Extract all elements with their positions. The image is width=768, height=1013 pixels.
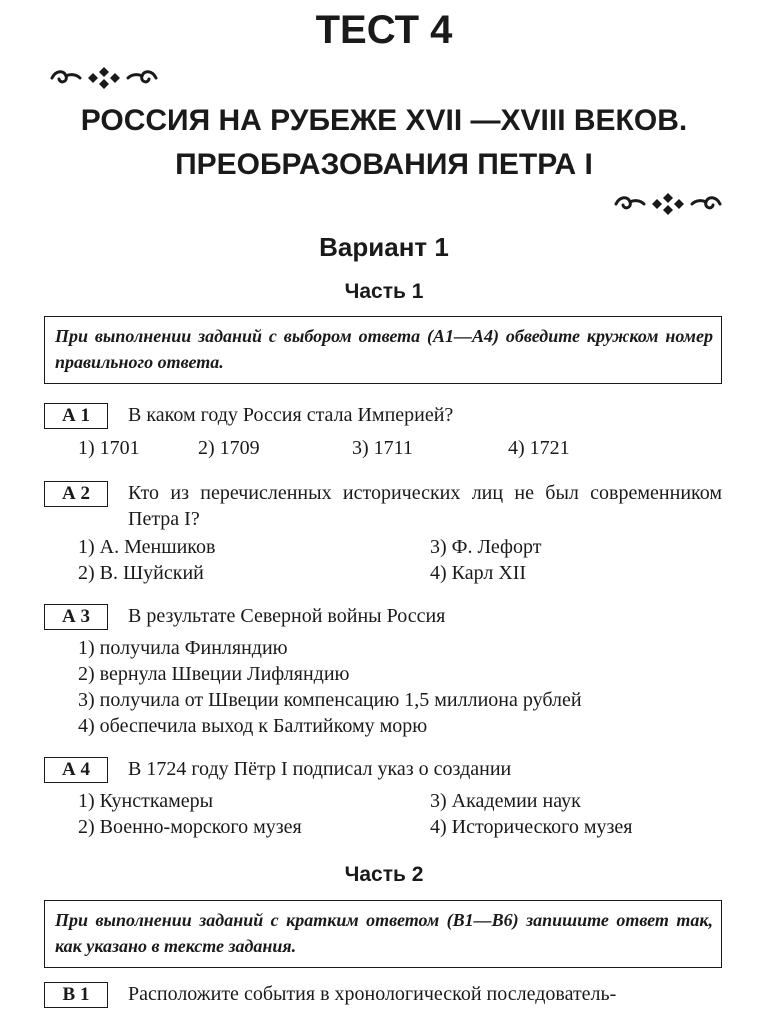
question-text-a2: Кто из перечисленных исторических лиц не был современником Петра I? xyxy=(128,482,722,530)
question-text-a3: В результате Северной войны Россия xyxy=(128,605,446,627)
ornament-icon xyxy=(612,190,724,218)
answer-option-a2-3[interactable]: 3) Ф. Лефорт xyxy=(430,536,542,558)
answer-option-a2-2[interactable]: 2) В. Шуйский xyxy=(78,562,204,584)
variant-title: Вариант 1 xyxy=(319,232,449,262)
part-1-title: Часть 1 xyxy=(344,280,424,303)
answer-option-a4-1[interactable]: 1) Кунсткамеры xyxy=(78,790,214,812)
answer-option-a2-1[interactable]: 1) А. Меншиков xyxy=(78,536,216,558)
answer-option-a1-4[interactable]: 4) 1721 xyxy=(508,437,570,459)
question-label-b1: В 1 xyxy=(44,982,108,1008)
answer-option-a1-3[interactable]: 3) 1711 xyxy=(352,437,413,459)
answer-option-a3-3[interactable]: 3) получила от Швеции компенсацию 1,5 миллиона рублей xyxy=(78,689,582,711)
question-text-a4: В 1724 году Пётр I подписал указ о создании xyxy=(128,758,512,780)
answer-option-a3-1[interactable]: 1) получила Финляндию xyxy=(78,637,288,659)
ornament-icon xyxy=(48,64,160,92)
question-label-a1: А 1 xyxy=(44,403,108,429)
part-2-title: Часть 2 xyxy=(344,863,424,886)
ornament-divider-bottom xyxy=(612,190,724,218)
question-label-a3: А 3 xyxy=(44,604,108,630)
topic-title-line-2: ПРЕОБРАЗОВАНИЯ ПЕТРА I xyxy=(175,148,593,181)
answer-option-a3-2[interactable]: 2) вернула Швеции Лифляндию xyxy=(78,663,350,685)
answer-option-a4-2[interactable]: 2) Военно-морского музея xyxy=(78,816,302,838)
topic-title-line-1: РОССИЯ НА РУБЕЖЕ XVII —XVIII ВЕКОВ. xyxy=(80,104,688,137)
part-2-instruction: При выполнении заданий с кратким ответом (В1—В6) запишите ответ так, как указано в тексте задания. xyxy=(44,900,722,968)
question-label-a4: А 4 xyxy=(44,757,108,783)
ornament-divider-top xyxy=(48,64,160,92)
question-text-b1: Расположите события в хронологической последователь- xyxy=(128,983,617,1005)
question-text-a1: В каком году Россия стала Империей? xyxy=(128,404,454,426)
test-title: ТЕСТ 4 xyxy=(315,8,453,52)
part-1-instruction: При выполнении заданий с выбором ответа (А1—А4) обведите кружком номер правильного ответа. xyxy=(44,316,722,384)
question-label-a2: А 2 xyxy=(44,481,108,507)
answer-option-a1-2[interactable]: 2) 1709 xyxy=(198,437,260,459)
answer-option-a4-3[interactable]: 3) Академии наук xyxy=(430,790,581,812)
answer-option-a2-4[interactable]: 4) Карл XII xyxy=(430,562,527,584)
answer-option-a4-4[interactable]: 4) Исторического музея xyxy=(430,816,633,838)
answer-option-a1-1[interactable]: 1) 1701 xyxy=(78,437,140,459)
answer-option-a3-4[interactable]: 4) обеспечила выход к Балтийкому морю xyxy=(78,715,428,737)
